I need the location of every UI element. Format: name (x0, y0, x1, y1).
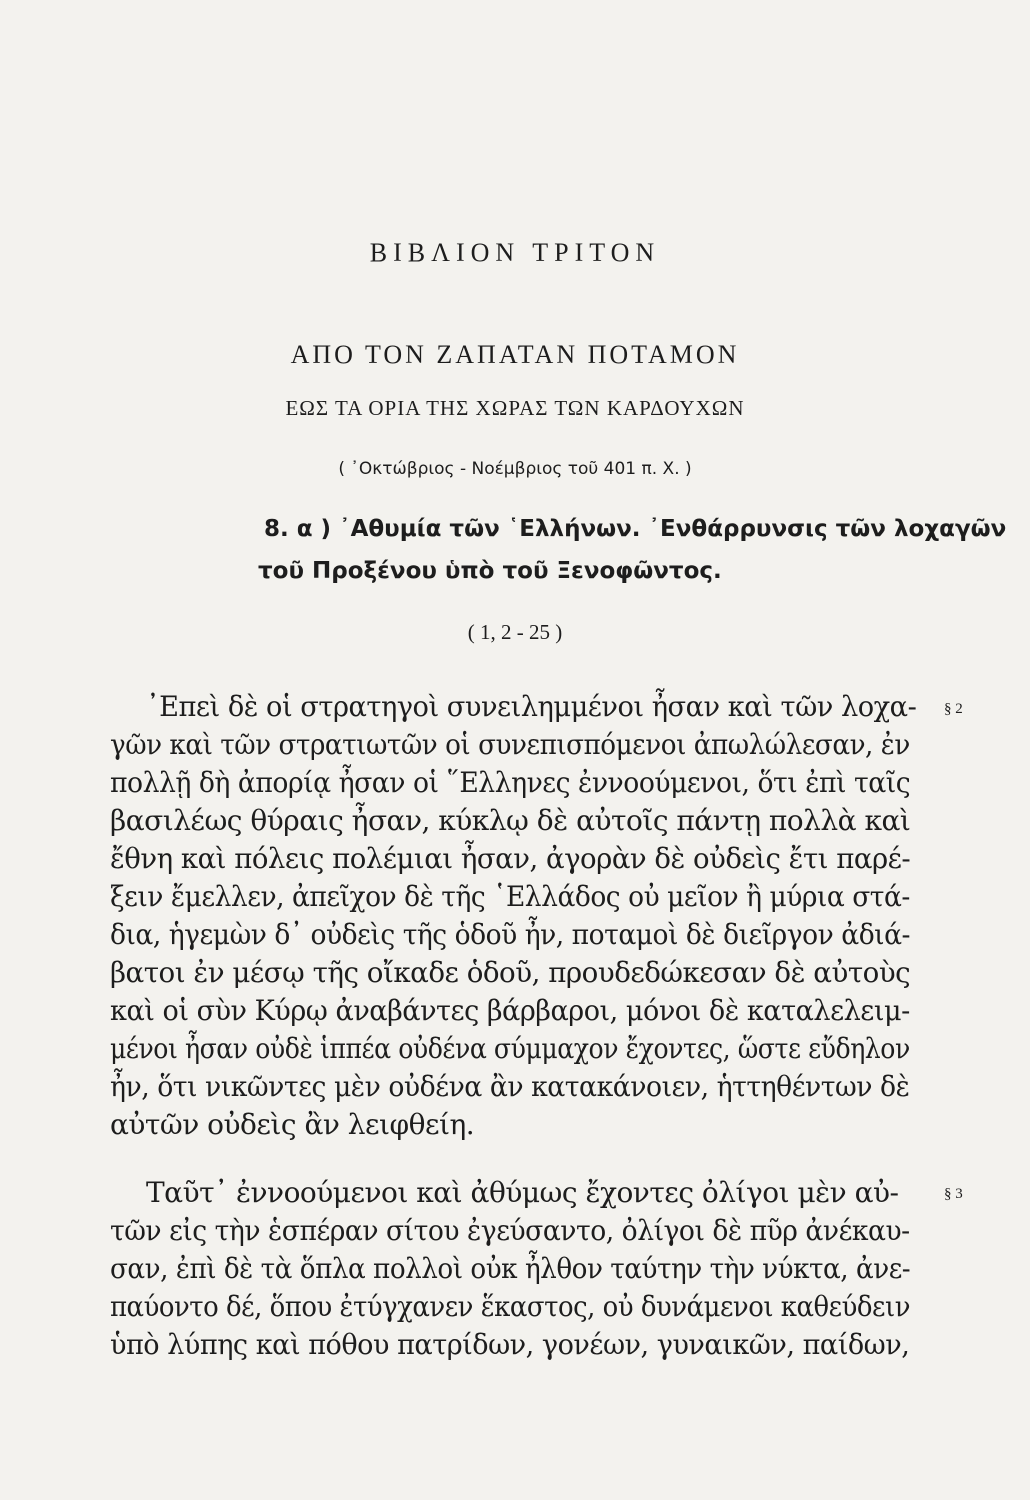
text-line: αὐτῶν οὐδεὶς ἂν λειφθείη. (110, 1108, 475, 1141)
text-line: βατοι ἐν μέσῳ τῆς οἴκαδε ὁδοῦ, προυδεδώκεσαν δὲ αὐτοὺς (110, 956, 911, 989)
book-title: ΒΙΒΛΙΟΝ ΤΡΙΤΟΝ (369, 238, 661, 267)
text-line: ἔθνη καὶ πόλεις πολέμιαι ἦσαν, ἀγορὰν δὲ οὐδεὶς ἔτι παρέ- (110, 842, 911, 875)
paragraph-marker: § 3 (944, 1186, 963, 1202)
section-heading-line-1: 8. α ) ᾿Αθυμία τῶν ῾Ελλήνων. ᾿Ενθάρρυνσις τῶν λοχαγῶν (264, 516, 1007, 542)
route-title-line-1: ΑΠΟ ΤΟΝ ΖΑΠΑΤΑΝ ΠΟΤΑΜΟΝ (290, 340, 740, 369)
text-line: τῶν εἰς τὴν ἑσπέραν σίτου ἐγεύσαντο, ὀλίγοι δὲ πῦρ ἀνέκαυ- (110, 1214, 910, 1247)
text-line: σαν, ἐπὶ δὲ τὰ ὅπλα πολλοὶ οὐκ ἦλθον ταύτην τὴν νύκτα, ἀνε- (110, 1252, 911, 1285)
route-title-line-2: ΕΩΣ ΤΑ ΟΡΙΑ ΤΗΣ ΧΩΡΑΣ ΤΩΝ ΚΑΡΔΟΥΧΩΝ (285, 396, 745, 420)
text-line: ἦν, ὅτι νικῶντες μὲν οὐδένα ἂν κατακάνοιεν, ἡττηθέντων δὲ (110, 1070, 910, 1103)
text-line: δια, ἡγεμὼν δ᾿ οὐδεὶς τῆς ὁδοῦ ἦν, ποταμοὶ δὲ διεῖργον ἀδιά- (110, 918, 911, 951)
text-line: Ταῦτ᾿ ἐννοούμενοι καὶ ἀθύμως ἔχοντες ὀλίγοι μὲν αὐ- (146, 1176, 899, 1209)
date-range: ( ᾿Οκτώβριος - Νοέμβριος τοῦ 401 π. Χ. ) (338, 459, 692, 479)
text-line: ξειν ἔμελλεν, ἀπεῖχον δὲ τῆς ῾Ελλάδος οὐ μεῖον ἢ μύρια στά- (110, 880, 910, 913)
section-heading-line-2: τοῦ Προξένου ὑπὸ τοῦ Ξενοφῶντος. (258, 558, 722, 584)
text-line: μένοι ἦσαν οὐδὲ ἱππέα οὐδένα σύμμαχον ἔχοντες, ὥστε εὔδηλον (110, 1032, 910, 1065)
text-line: παύοντο δέ, ὅπου ἐτύγχανεν ἕκαστος, οὐ δυνάμενοι καθεύδειν (110, 1290, 910, 1323)
text-line: πολλῇ δὴ ἀπορίᾳ ἦσαν οἱ ῞Ελληνες ἐννοούμενοι, ὅτι ἐπὶ ταῖς (110, 766, 911, 799)
text-line: καὶ οἱ σὺν Κύρῳ ἀναβάντες βάρβαροι, μόνοι δὲ καταλελειμ- (110, 994, 910, 1027)
section-reference: ( 1, 2 - 25 ) (467, 620, 563, 644)
paragraph-marker: § 2 (944, 701, 963, 717)
text-line: βασιλέως θύραις ἦσαν, κύκλῳ δὲ αὐτοῖς πάντῃ πολλὰ καὶ (110, 804, 911, 837)
text-line: ὑπὸ λύπης καὶ πόθου πατρίδων, γονέων, γυναικῶν, παίδων, (110, 1328, 910, 1361)
text-line: γῶν καὶ τῶν στρατιωτῶν οἱ συνεπισπόμενοι ἀπωλώλεσαν, ἐν (110, 728, 910, 761)
text-line: ᾿Επεὶ δὲ οἱ στρατηγοὶ συνειλημμένοι ἦσαν καὶ τῶν λοχα- (146, 690, 917, 723)
